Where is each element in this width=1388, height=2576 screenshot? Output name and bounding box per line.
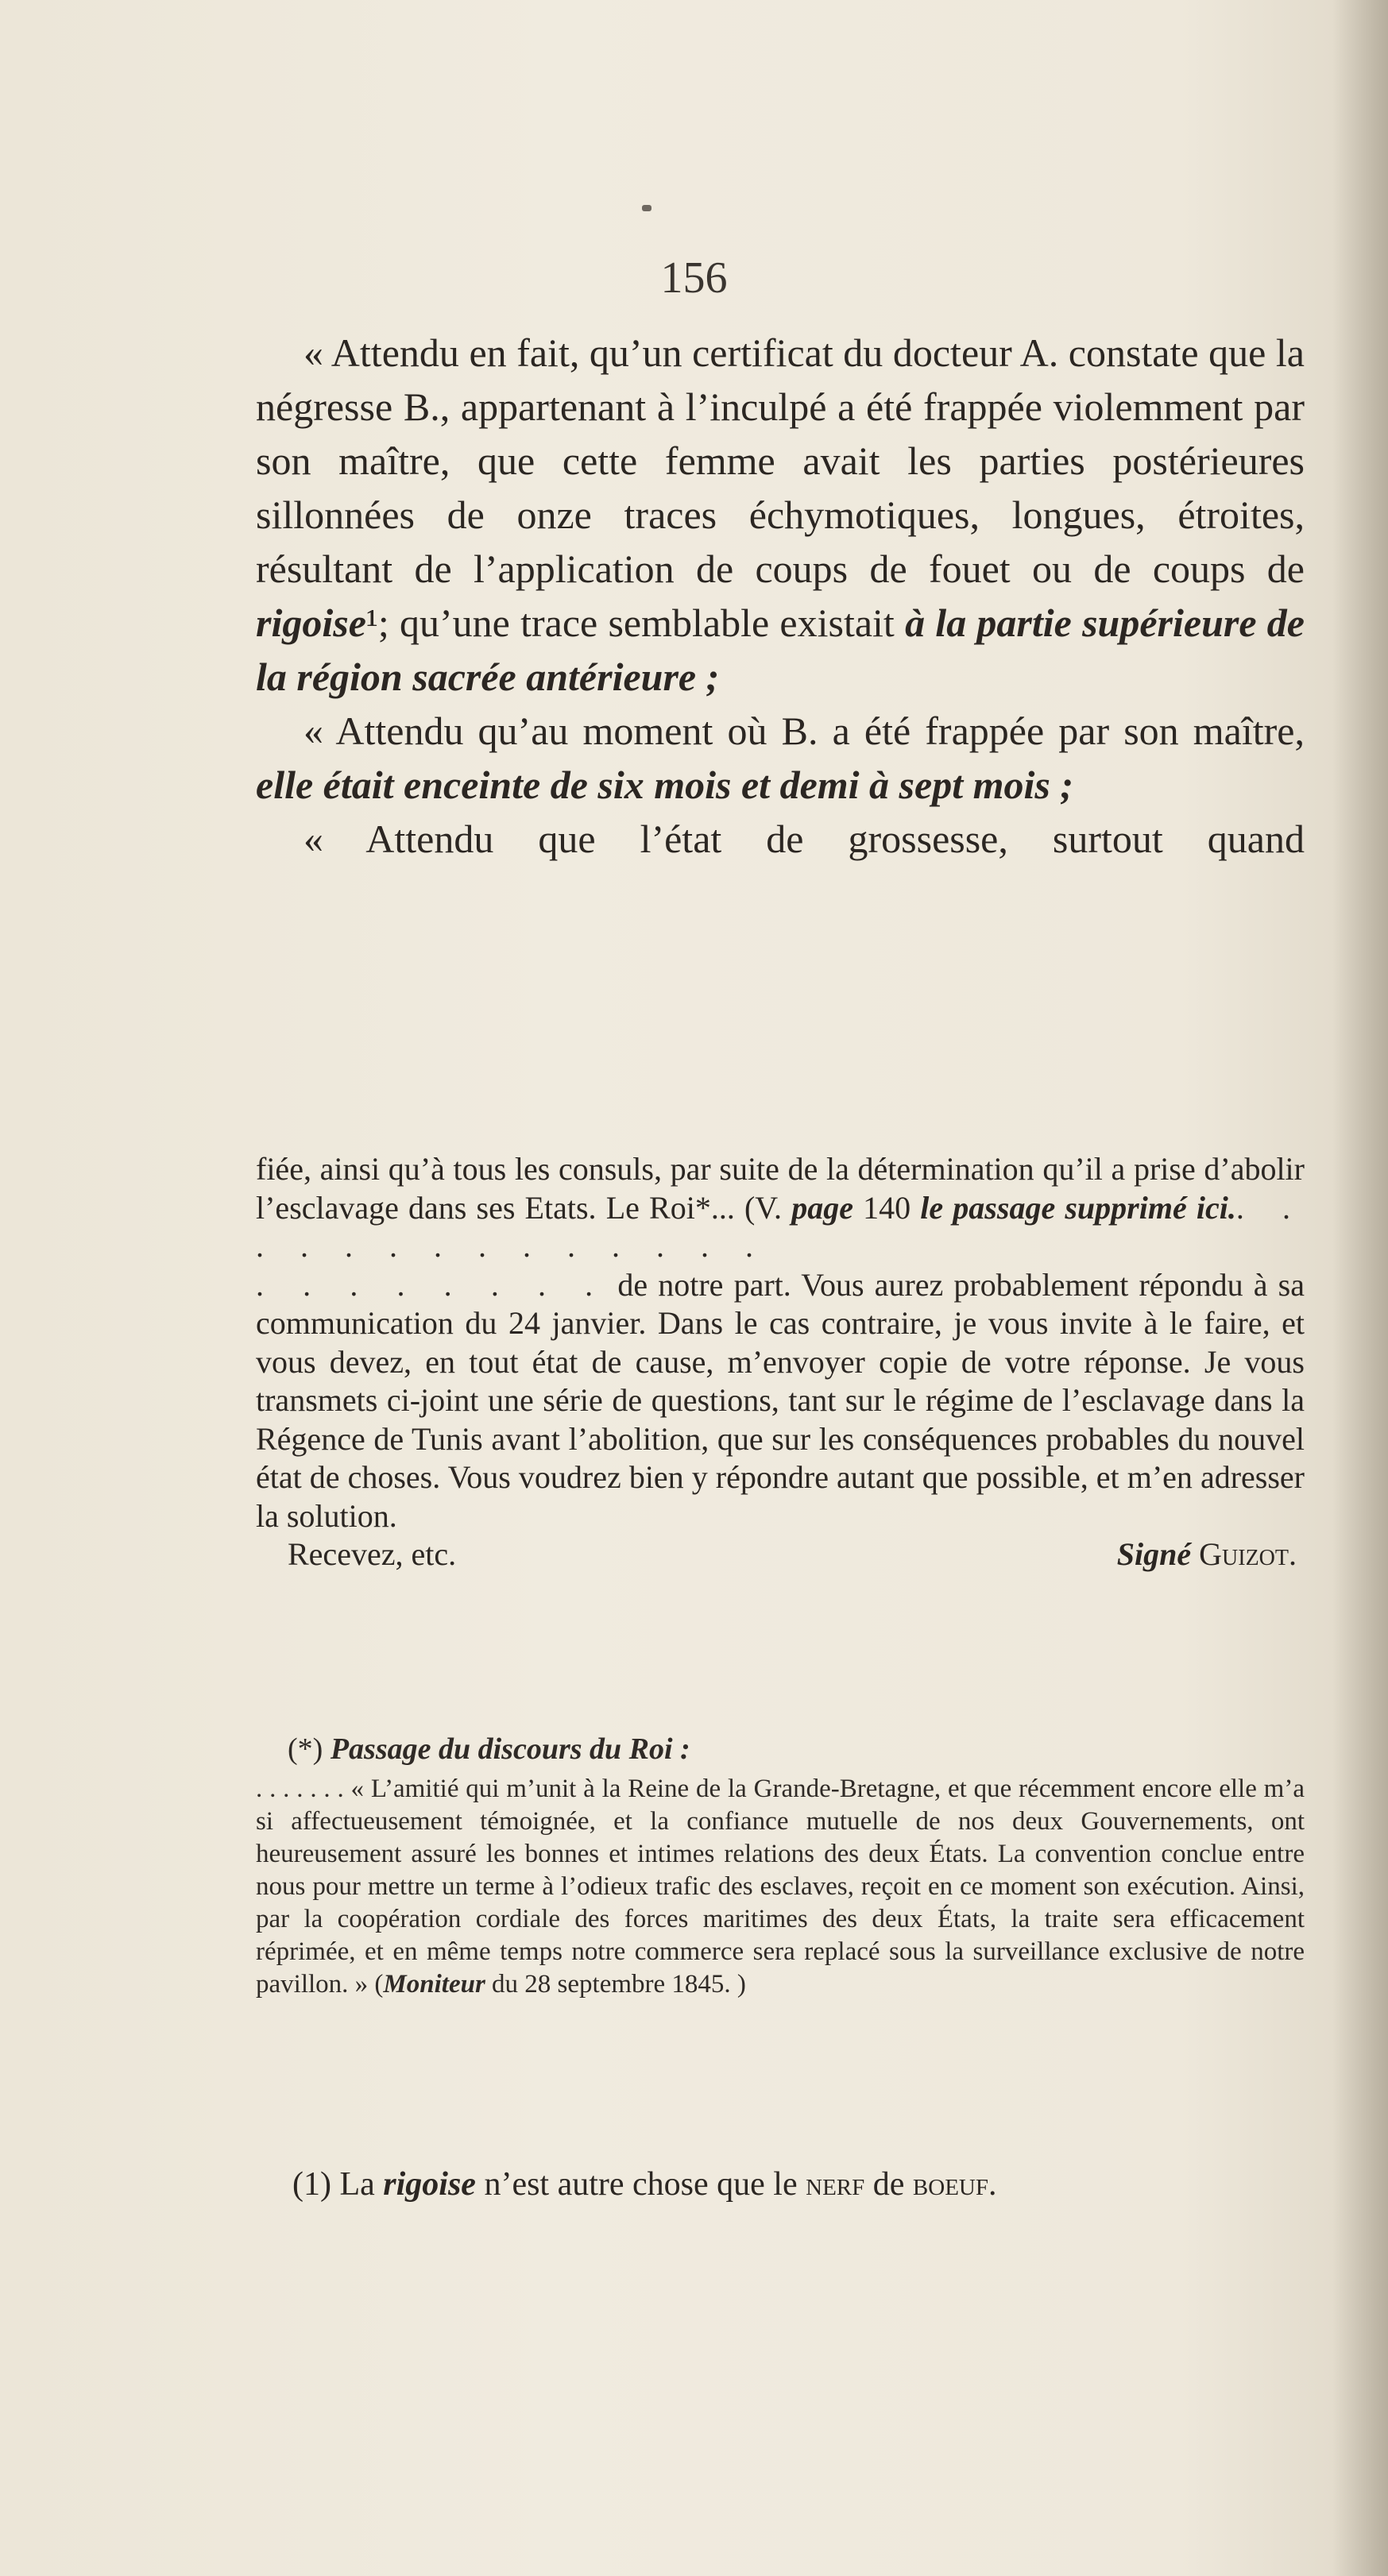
paragraph-attendu-en-fait: « Attendu en fait, qu’un certificat du docteur A. constate que la négresse B., appartenant à l’inculpé a été frappée violemment par son maître, que cette femme avait les parties postérieures sillonnées de onze traces échymotiques, longues, étroites, résultant de l’application de coups de fouet ou de coups de rigoise¹; qu’une trace semblable existait à la partie supérieure de la région sacrée antérieure ; — [256, 330, 1305, 699]
letter-signoff — [256, 1535, 1305, 1574]
emphasis-enceinte: elle était enceinte de six mois et demi à sept mois ; — [256, 763, 1073, 807]
ink-mark — [642, 205, 651, 211]
closing: Recevez, etc. — [288, 1536, 457, 1572]
suppressed-passage: le passage supprimé ici. — [920, 1189, 1236, 1226]
rigoise-term: rigoise — [256, 601, 366, 645]
signature: Signé Guizot. — [1116, 1536, 1297, 1572]
main-text — [256, 326, 1305, 866]
footnote-rigoise: (1) La rigoise n’est autre chose que le nerf de boeuf. — [292, 2166, 997, 2203]
letter-text — [256, 1150, 1305, 1574]
emphasis-region: à la partie supérieure de la région sacrée antérieure ; — [256, 601, 1305, 699]
footnote-kings-speech — [256, 1730, 1305, 2001]
paragraph-attendu-grossesse: « Attendu que l’état de grossesse, surtout quand — [304, 817, 1305, 861]
footnote-heading: (*) Passage du discours du Roi : — [288, 1732, 690, 1766]
footnote-body: . . . . . . . « L’amitié qui m’unit à la Reine de la Grande-Bretagne, et que récemment encore elle m’a si affectueusement témoignée, et la confiance mutuelle de nos deux Gouvernements, ont heureusement assuré les bonnes et intimes relations des deux États. La convention conclue entre nous pour mettre un terme à l’odieux trafic des esclaves, reçoit en ce moment son exécution. Ainsi, par la coopération cordiale des forces maritimes des deux États, la traite sera efficacement réprimée, et en même temps notre commerce sera replacé sous la surveillance exclusive de notre pavillon. » (Moniteur du 28 septembre 1845. ) — [256, 1775, 1305, 1999]
paragraph-attendu-moment: « Attendu qu’au moment où B. a été frappée par son maître, elle était enceinte de six mois et demi à sept mois ; — [256, 709, 1305, 807]
page-number: 156 — [660, 253, 728, 303]
footnote-source: Moniteur — [383, 1970, 485, 1999]
letter-paragraph: fiée, ainsi qu’à tous les consuls, par suite de la détermination qu’il a prise d’abolir l’esclavage dans ses Etats. Le Roi*... (V. page 140 le passage supprimé ici.. . . . . . . . . . . . . . . . . . . . . . de notre part. Vous aurez probablement répondu à sa communication du 24 janvier. Dans le cas contraire, je vous invite à le faire, et vous devez, en tout état de cause, m’envoyer copie de votre réponse. Je vous transmets ci-joint une série de questions, tant sur le régime de l’esclavage dans la Régence de Tunis avant l’abolition, que sur les conséquences probables du nouvel état de choses. Vous voudrez bien y répondre autant que possible, et m’en adresser la solution. — [256, 1151, 1305, 1534]
page-edge-shadow — [1332, 0, 1388, 2576]
